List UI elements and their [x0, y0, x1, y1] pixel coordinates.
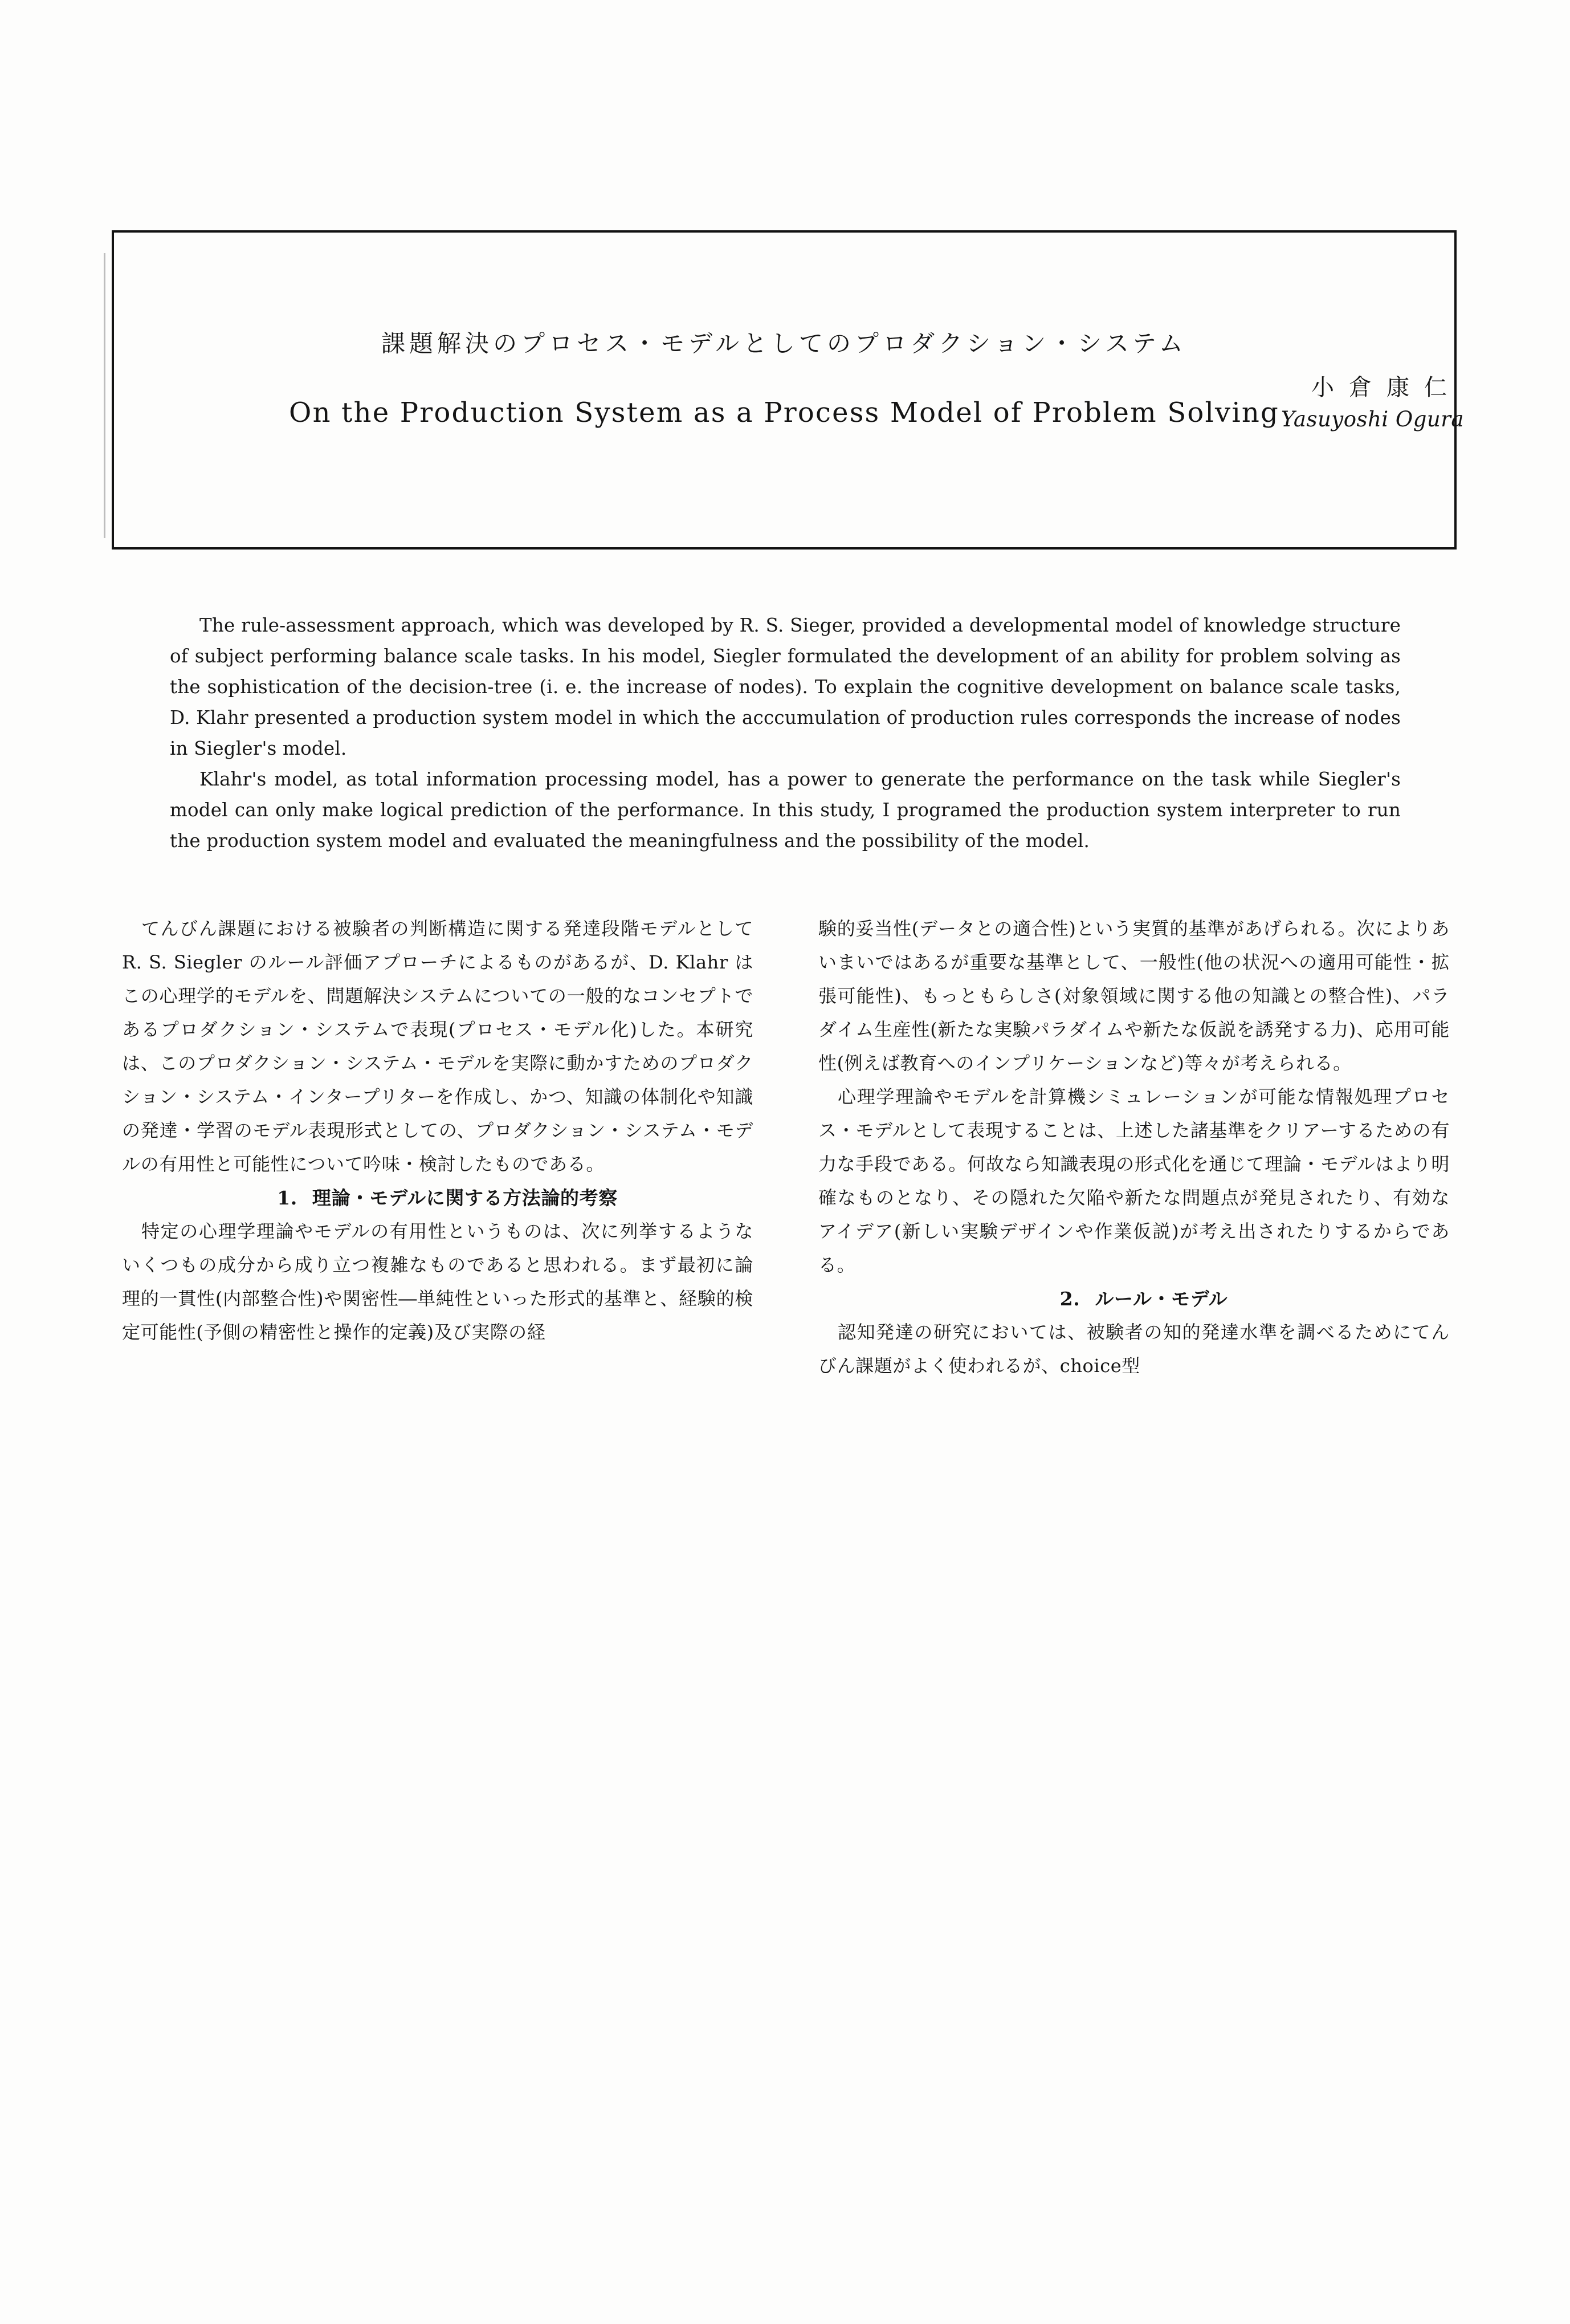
abstract-paragraph: The rule-assessment approach, which was developed by R. S. Sieger, provided a developmental model of knowledge structure of subject performing balance scale tasks. In his model, Siegler formulated the development of an ability for problem solving as the sophistication of the decision-tree (i. e. the increase of nodes). To explain the cognitive development on balance scale tasks, D. Klahr presented a production system model in which the acccumulation of production rules corresponds the increase of nodes in Siegler's model.	[170, 614, 1401, 759]
column-right	[818, 912, 1450, 1383]
author-name-japanese: 小倉康仁	[1311, 375, 1462, 401]
paragraph: 特定の心理学理論やモデルの有用性というものは、次に列挙するようないくつもの成分から成り立つ複雑なものであると思われる。まず最初に論理的一貫性(内部整合性)や関密性―単純性といった形式的基準と、経験的検定可能性(予側の精密性と操作的定義)及び実際の経	[122, 1220, 753, 1343]
section-number: 2.	[1059, 1288, 1080, 1310]
author-name-romanized: Yasuyoshi Ogura	[1281, 407, 1464, 432]
section-title: 理論・モデルに関する方法論的考察	[312, 1187, 618, 1209]
abstract-paragraph: Klahr's model, as total information processing model, has a power to generate the performance on the task while Siegler's model can only make logical prediction of the performance. In this study, I programed the production system interpreter to run the production system model and evaluated the meaningfulness and the possibility of the model.	[170, 768, 1401, 852]
abstract	[170, 610, 1401, 856]
paragraph: てんびん課題における被験者の判断構造に関する発達段階モデルとしてR. S. Siegler のルール評価アプローチによるものがあるが、D. Klahr はこの心理学的モデルを、問題解決システムについての一般的なコンセプトであるプロダクション・システムで表現(プロセス・モデル化)した。本研究は、このプロダクション・システム・モデルを実際に動かすためのプロダクション・システム・インタープリターを作成し、かつ、知識の体制化や知識の発達・学習のモデル表現形式としての、プロダクション・システム・モデルの有用性と可能性について吟味・検討したものである。	[122, 918, 753, 1175]
paragraph: 認知発達の研究においては、被験者の知的発達水準を調べるためにてんびん課題がよく使われるが、choice型	[818, 1321, 1450, 1377]
section-heading	[122, 1181, 753, 1215]
section-title: ルール・モデル	[1095, 1288, 1228, 1310]
title-block	[112, 230, 1457, 550]
column-left	[122, 912, 753, 1349]
paragraph: 心理学理論やモデルを計算機シミュレーションが可能な情報処理プロセス・モデルとして表現することは、上述した諸基準をクリアーするための有力な手段である。何故なら知識表現の形式化を通じて理論・モデルはより明確なものとなり、その隠れた欠陥や新たな問題点が発見されたり、有効なアイデア(新しい実験デザインや作業仮説)が考え出されたりするからである。	[818, 1086, 1450, 1276]
section-number: 1.	[277, 1187, 297, 1209]
paragraph: 験的妥当性(データとの適合性)という実質的基準があげられる。次によりあいまいではあるが重要な基準として、一般性(他の状況への適用可能性・拡張可能性)、もっともらしさ(対象領域に関する他の知識との整合性)、パラダイム生産性(新たな実験パラダイムや新たな仮説を誘発する力)、応用可能性(例えば教育へのインプリケーションなど)等々が考えられる。	[818, 918, 1450, 1074]
body-columns	[122, 912, 1450, 1653]
section-heading	[818, 1282, 1450, 1316]
title-english: On the Production System as a Process Model of Problem Solving	[289, 397, 1279, 429]
title-japanese: 課題解決のプロセス・モデルとしてのプロダクション・システム	[381, 329, 1187, 357]
